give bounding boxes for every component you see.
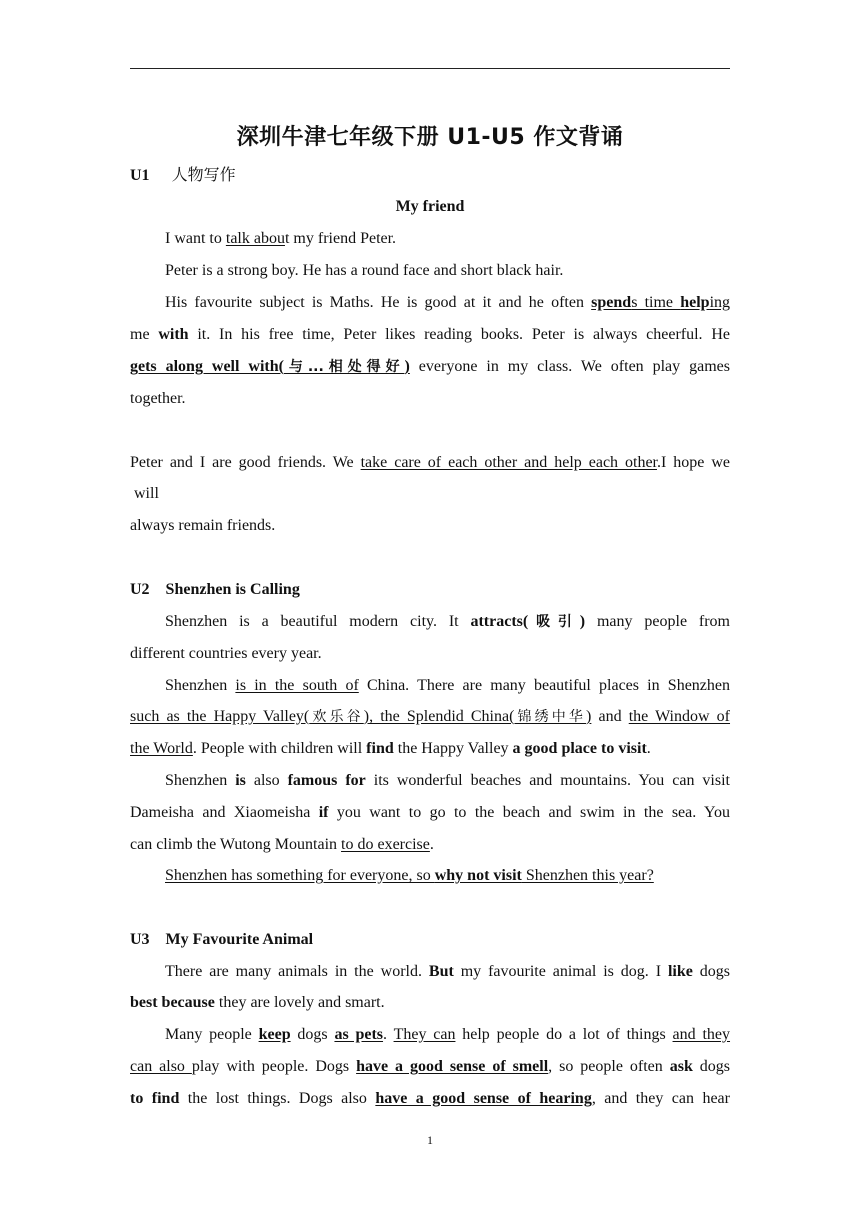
u2-line-2: different countries every year. [130, 645, 322, 662]
u2-line-3: Shenzhen is in the south of China. There are many beautiful places in Shenzhen [165, 677, 731, 694]
u1-line-4: me with it. In his free time, Peter likes reading books. Peter is always cheerful. He [130, 326, 730, 343]
u2-line-4: such as the Happy Valley(欢乐谷), the Splendid China(锦绣中华) and the Window of [130, 708, 731, 725]
page-number: 1 [427, 1133, 433, 1147]
u2-line-5: the World. People with children will find the Happy Valley a good place to visit. [130, 740, 651, 757]
u1-line-7: Peter and I are good friends. We take care of each other and help each other.I hope we [130, 454, 730, 471]
u3-line-4: can also play with people. Dogs have a good sense of smell, so people often ask dogs [130, 1058, 731, 1075]
u1-line-1: I want to talk about my friend Peter. [165, 230, 397, 247]
u3-line-5: to find the lost things. Dogs also have a good sense of hearing, and they can hear [130, 1090, 730, 1107]
u2-heading: U2 Shenzhen is Calling [130, 581, 300, 598]
u1-line-9: always remain friends. [130, 517, 276, 534]
u1-line-2: Peter is a strong boy. He has a round face and short black hair. [165, 262, 564, 279]
u1-heading: U1 人物写作 [130, 165, 236, 184]
u1-line-3: His favourite subject is Maths. He is good at it and he often spends time helping [165, 294, 731, 311]
u1-line-5: gets along well with(与...相处得好) everyone in my class. We often play games [130, 358, 730, 375]
u2-line-9: Shenzhen has something for everyone, so why not visit Shenzhen this year? [165, 867, 654, 884]
u3-line-1: There are many animals in the world. But my favourite animal is dog. I like dogs [165, 963, 731, 980]
u2-line-6: Shenzhen is also famous for its wonderful beaches and mountains. You can visit [165, 772, 730, 789]
page-title: 深圳牛津七年级下册 U1-U5 作文背诵 [236, 125, 624, 150]
u3-line-3: Many people keep dogs as pets. They can help people do a lot of things and they [165, 1026, 731, 1043]
u1-line-8: will [134, 485, 159, 502]
u3-heading: U3 My Favourite Animal [130, 931, 314, 948]
u2-line-8: can climb the Wutong Mountain to do exercise. [130, 836, 434, 853]
u2-line-1: Shenzhen is a beautiful modern city. It attracts(吸引) many people from [165, 613, 730, 630]
u1-essay-title: My friend [395, 198, 465, 215]
u2-line-7: Dameisha and Xiaomeisha if you want to go to the beach and swim in the sea. You [130, 804, 730, 821]
u3-line-2: best because they are lovely and smart. [130, 994, 385, 1011]
u1-line-6: together. [130, 390, 186, 407]
header-rule [130, 68, 730, 69]
